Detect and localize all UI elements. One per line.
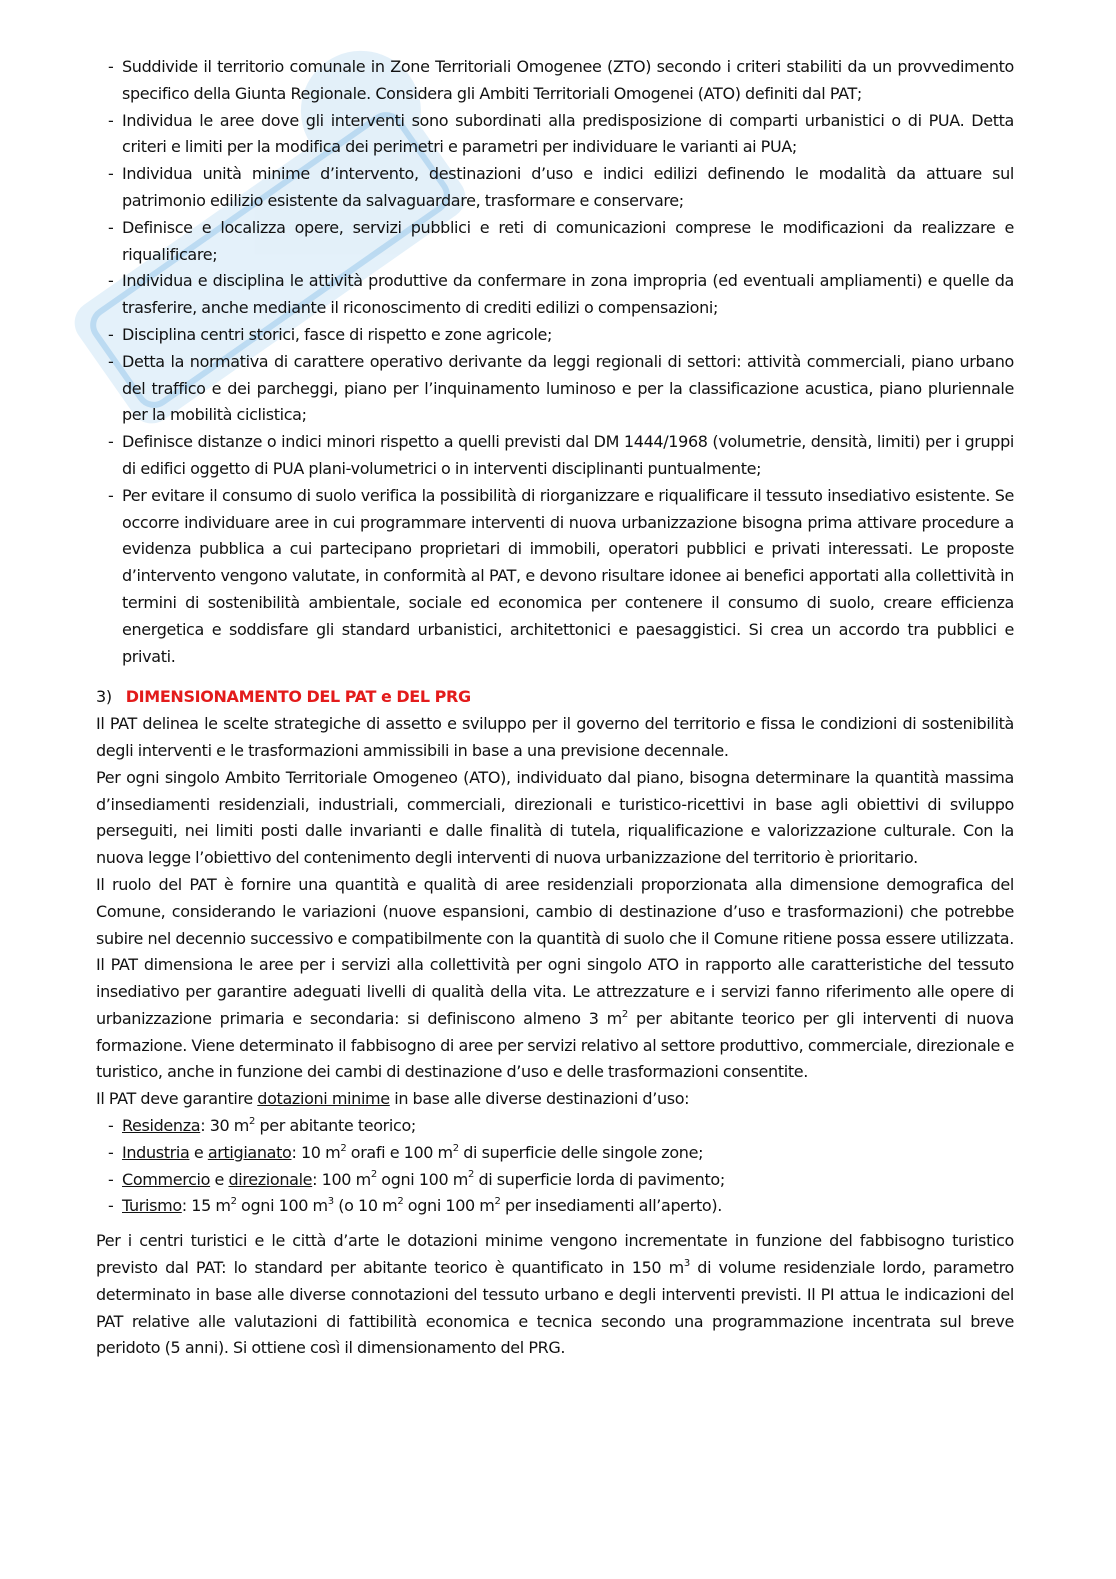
underlined-text: Industria [122, 1142, 190, 1162]
list-item-residenza [96, 1113, 1014, 1140]
paragraph-text: in base alle diverse destinazioni d’uso: [389, 1089, 690, 1109]
superscript: 2 [340, 1142, 347, 1154]
bullet-list-top [96, 54, 1014, 670]
superscript: 2 [621, 1008, 628, 1020]
superscript: 3 [683, 1257, 690, 1269]
list-item-turismo [96, 1193, 1014, 1220]
superscript: 2 [397, 1196, 404, 1208]
list-item-industria [96, 1140, 1014, 1167]
underlined-text: Residenza [122, 1116, 201, 1136]
list-item-commercio [96, 1167, 1014, 1194]
item-text: ogni 100 m [236, 1196, 328, 1216]
paragraph-text: Per i centri turistici e le città d’arte le dotazioni minime vengono incrementate in funzione del fabbisogno turistico previsto dal PAT: lo standard per abitante teorico è quantificato in 150 m [96, 1231, 1014, 1278]
section-number: 3) [96, 687, 112, 707]
paragraph-text: Il PAT deve garantire [96, 1089, 258, 1109]
section-heading [96, 684, 1014, 711]
list-item: - Individua le aree dove gli interventi sono subordinati alla predisposizione di comparti urbanistici o di PUA. Detta criteri e limiti per la modifica dei perimetri e parametri per individuare le varianti ai PUA; [96, 108, 1014, 162]
paragraph: Il PAT delinea le scelte strategiche di assetto e sviluppo per il governo del territorio e fissa le condizioni di sostenibilità degli interventi e le trasformazioni ammissibili in base a una previsione decennale. [96, 714, 1014, 760]
superscript: 3 [327, 1196, 334, 1208]
item-text: : 15 m [181, 1196, 231, 1216]
underlined-text: artigianato [207, 1142, 292, 1162]
item-text: ogni 100 m [403, 1196, 495, 1216]
underlined-text: Commercio [122, 1169, 211, 1189]
superscript: 2 [452, 1142, 459, 1154]
list-item: - Definisce e localizza opere, servizi pubblici e reti di comunicazioni comprese le modificazioni da realizzare e riqualificare; [96, 215, 1014, 269]
item-text: ogni 100 m [376, 1169, 468, 1189]
paragraph-text: Il ruolo del PAT è fornire una quantità e qualità di aree residenziali proporzionata alla dimensione demografica del Comune, considerando le variazioni (nuove espansioni, cambio di destinazione d’uso e trasformazioni) che potrebbe subire nel decennio successivo e compatibilmente con la quantità di suolo che il Comune ritiene possa essere utilizzata. Il PAT dimensiona le aree per i servizi alla collettività per ogni singolo ATO in rapporto alle caratteristiche del tessuto insediativo per garantire adeguati livelli di qualità della vita. Le attrezzature e i servizi fanno riferimento alle opere di urbanizzazione primaria e secondaria: si definiscono almeno 3 m [96, 874, 1014, 1028]
item-text: (o 10 m [333, 1196, 398, 1216]
paragraph [96, 1228, 1014, 1362]
item-text: : 30 m [200, 1116, 250, 1136]
paragraph: Per ogni singolo Ambito Territoriale Omogeneo (ATO), individuato dal piano, bisogna determinare la quantità massima d’insediamenti residenziali, industriali, commerciali, direzionali e turistico-ricettivi in base agli obiettivi di sviluppo perseguiti, nei limiti posti dalle invarianti e dalle finalità di tutela, riqualificazione e valorizzazione culturale. Con la nuova legge l’obiettivo del contenimento degli interventi di nuova urbanizzazione del territorio è prioritario. [96, 767, 1014, 868]
item-text: di superficie lorda di pavimento; [474, 1169, 725, 1189]
item-text: di superficie delle singole zone; [458, 1142, 704, 1162]
paragraph [96, 872, 1014, 1086]
superscript: 2 [468, 1169, 475, 1181]
superscript: 2 [494, 1196, 501, 1208]
list-item: - Definisce distanze o indici minori rispetto a quelli previsti dal DM 1444/1968 (volumetrie, densità, limiti) per i gruppi di edifici oggetto di PUA plani-volumetrici o in interventi disciplinanti puntualmente; [96, 429, 1014, 483]
dotazioni-list [96, 1113, 1014, 1220]
list-item: - Disciplina centri storici, fasce di rispetto e zone agricole; [96, 322, 1014, 349]
item-text: per abitante teorico; [255, 1116, 416, 1136]
item-text: per insediamenti all’aperto). [500, 1196, 722, 1216]
list-item: - Per evitare il consumo di suolo verifica la possibilità di riorganizzare e riqualificare il tessuto insediativo esistente. Se occorre individuare aree in cui programmare interventi di nuova urbanizzazione bisogna prima attivare procedure a evidenza pubblica a cui partecipano proprietari di immobili, operatori pubblici e privati interessati. Le proposte d’intervento vengono valutate, in conformità al PAT, e devono risultare idonee ai benefici apportati alla collettività in termini di sostenibilità ambientale, sociale ed economica per contenere il consumo di suolo, creare efficienza energetica e soddisfare gli standard urbanistici, architettonici e paesaggistici. Si crea un accordo tra pubblici e privati. [96, 483, 1014, 671]
list-item: - Suddivide il territorio comunale in Zone Territoriali Omogenee (ZTO) secondo i criteri stabiliti da un provvedimento specifico della Giunta Regionale. Considera gli Ambiti Territoriali Omogenei (ATO) definiti dal PAT; [96, 54, 1014, 108]
item-text: : 100 m [312, 1169, 371, 1189]
paragraph [96, 1086, 1014, 1113]
underlined-text: direzionale [228, 1169, 313, 1189]
page-content [96, 54, 1014, 1362]
superscript: 2 [230, 1196, 237, 1208]
item-text: : 10 m [291, 1142, 341, 1162]
superscript: 2 [370, 1169, 377, 1181]
underlined-text: dotazioni minime [257, 1089, 390, 1109]
paragraph-text: di volume residenziale lordo, parametro determinato in base alle diverse connotazioni del tessuto urbano e degli interventi previsti. Il PI attua le indicazioni del PAT relative alle valutazioni di fattibilità economica e tecnica secondo una programmazione incentrata sul breve peridoto (5 anni). Si ottiene così il dimensionamento del PRG. [96, 1258, 1014, 1358]
underlined-text: Turismo [122, 1196, 182, 1216]
superscript: 2 [249, 1115, 256, 1127]
list-item: - Individua unità minime d’intervento, destinazioni d’uso e indici edilizi definendo le modalità da attuare sul patrimonio edilizio esistente da salvaguardare, trasformare e conservare; [96, 161, 1014, 215]
item-text: orafi e 100 m [346, 1142, 453, 1162]
paragraph-text: per abitante teorico per gli interventi di nuova formazione. Viene determinato il fabbisogno di aree per servizi relativo al settore produttivo, commerciale, direzionale e turistico, anche in funzione dei cambi di destinazione d’uso e delle trasformazioni consentite. [96, 1008, 1014, 1082]
list-item: - Individua e disciplina le attività produttive da confermare in zona impropria (ed eventuali ampliamenti) e quelle da trasferire, anche mediante il riconoscimento di crediti edilizi o compensazioni; [96, 268, 1014, 322]
section-title: DIMENSIONAMENTO DEL PAT e DEL PRG [125, 687, 471, 707]
item-text: e [210, 1169, 229, 1189]
list-item: - Detta la normativa di carattere operativo derivante da leggi regionali di settori: attività commerciali, piano urbano del traffico e dei parcheggi, piano per l’inquinamento luminoso e per la classificazione acustica, piano pluriennale per la mobilità ciclistica; [96, 349, 1014, 429]
item-text: e [189, 1142, 208, 1162]
